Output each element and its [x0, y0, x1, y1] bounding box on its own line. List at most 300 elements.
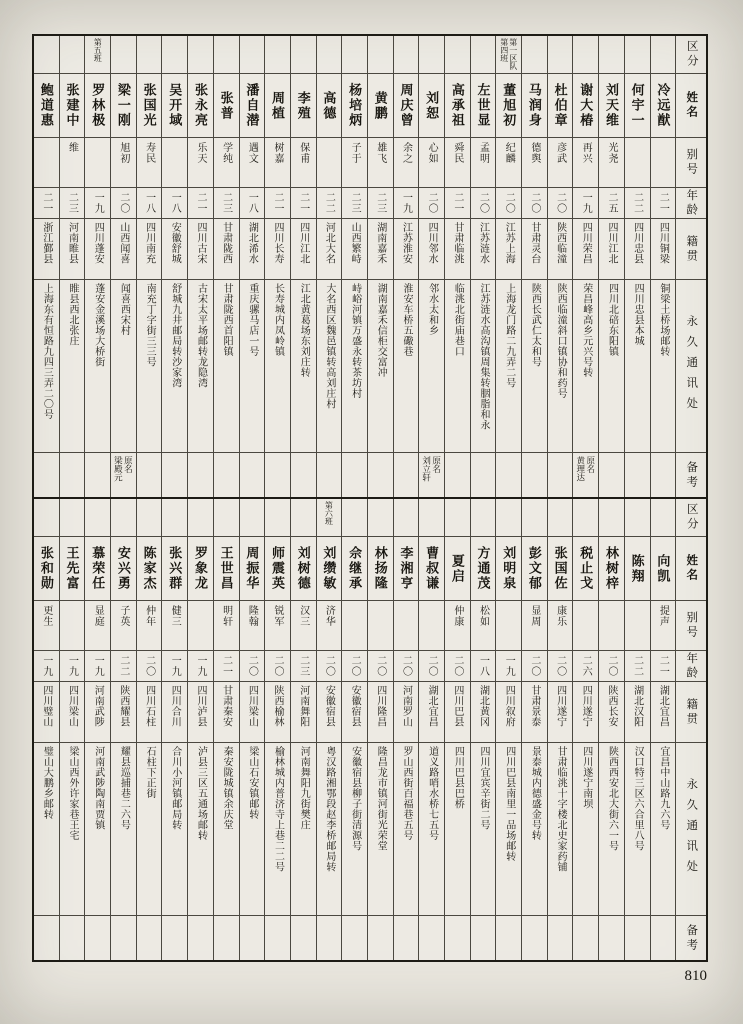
squad-label-cell [240, 36, 265, 74]
row-label-native-cell [676, 682, 706, 743]
person-column [137, 36, 163, 497]
person-name-cell [188, 537, 213, 601]
person-address: 淮安车桥五礮巷 [400, 283, 412, 357]
squad-label-cell [137, 499, 162, 537]
row-label-name-cell [676, 74, 706, 138]
person-native-cell [548, 219, 573, 280]
squad-label-cell [419, 36, 444, 74]
person-alias: 济华 [323, 605, 335, 627]
person-alias: 舜民 [451, 142, 463, 164]
person-alias-cell [342, 601, 367, 651]
person-native-cell [317, 682, 342, 743]
person-alias-cell [522, 601, 547, 651]
person-age-cell [496, 651, 521, 682]
person-alias: 雄飞 [374, 142, 386, 164]
person-address-cell [651, 280, 676, 453]
person-remark-cell [368, 916, 393, 960]
person-native: 湖北黄冈 [477, 685, 489, 727]
person-remark-cell [60, 916, 85, 960]
person-alias: 旭初 [117, 142, 129, 164]
person-address-cell [214, 743, 239, 916]
person-native: 湖北汉阳 [631, 685, 643, 727]
person-native: 湖北浠水 [246, 222, 258, 264]
person-alias: 汉三 [297, 605, 309, 627]
squad-label-cell [291, 499, 316, 537]
person-age: 一八 [169, 192, 181, 214]
person-name: 税止戈 [578, 546, 594, 591]
person-address: 古宋太平场邮转龙隐湾 [195, 283, 207, 388]
person-remark-cell [471, 916, 496, 960]
squad-label-cell [60, 36, 85, 74]
person-address: 铜梁土桥场邮转 [657, 283, 669, 357]
person-age: 二〇 [605, 655, 617, 677]
person-age-cell [291, 188, 316, 219]
person-name-cell [651, 74, 676, 138]
person-alias-cell [291, 138, 316, 188]
person-age-cell [522, 188, 547, 219]
person-name: 慕荣任 [90, 546, 106, 591]
person-age: 二二 [631, 192, 643, 214]
person-address: 河南舞阳九街樊庄 [298, 746, 310, 830]
person-remark-cell [265, 453, 290, 497]
person-address-cell [137, 743, 162, 916]
person-native-cell [651, 219, 676, 280]
person-name: 刘树德 [295, 546, 311, 591]
person-address: 甘肃陇西首阳镇 [221, 283, 233, 357]
person-name: 高德 [321, 90, 337, 121]
person-native: 陕西临潼 [554, 222, 566, 264]
person-alias: 光尧 [605, 142, 617, 164]
squad-label-cell [522, 499, 547, 537]
person-address-cell [368, 743, 393, 916]
person-address-cell [342, 743, 367, 916]
person-age: 二一 [40, 192, 52, 214]
person-remark-cell [60, 453, 85, 497]
person-name: 罗林极 [90, 83, 106, 128]
squad-label-cell [60, 499, 85, 537]
person-alias: 孟明 [477, 142, 489, 164]
person-column [522, 36, 548, 497]
person-age-cell [85, 651, 110, 682]
person-name-cell [599, 537, 624, 601]
person-remark-cell [188, 453, 213, 497]
person-address-cell [188, 280, 213, 453]
row-label-native: 籍贯 [685, 697, 698, 727]
person-age: 二六 [580, 655, 592, 677]
person-remark-cell [137, 916, 162, 960]
person-name: 左世显 [475, 83, 491, 128]
person-address: 峙峪河镇万盛永转茶坊村 [349, 283, 361, 399]
person-remark-cell [111, 453, 136, 497]
person-age-cell [471, 188, 496, 219]
person-name: 师震英 [270, 546, 286, 591]
person-age-cell [60, 651, 85, 682]
person-column [599, 499, 625, 960]
person-alias-cell [496, 138, 521, 188]
person-native-cell [291, 219, 316, 280]
person-column [111, 499, 137, 960]
person-remark-cell [317, 453, 342, 497]
person-native: 甘肃秦安 [220, 685, 232, 727]
person-address-cell [34, 743, 59, 916]
person-address-cell [548, 280, 573, 453]
squad-label-cell [162, 499, 187, 537]
person-name: 刘恕 [424, 90, 440, 121]
person-address: 邻水太和乡 [426, 283, 438, 336]
person-name-cell [317, 74, 342, 138]
person-alias: 保甫 [297, 142, 309, 164]
person-name-cell [573, 537, 598, 601]
row-label-native: 籍贯 [685, 234, 698, 264]
squad-label-cell [111, 499, 136, 537]
row-label-remark: 备考 [685, 923, 698, 953]
person-native-cell [471, 219, 496, 280]
person-address-cell [137, 280, 162, 453]
person-native: 江苏淮安 [400, 222, 412, 264]
person-age: 二〇 [554, 655, 566, 677]
person-native: 四川遂宁 [580, 685, 592, 727]
person-native: 四川璧山 [40, 685, 52, 727]
person-column [496, 499, 522, 960]
person-name: 刘天维 [603, 83, 619, 128]
person-native-cell [368, 682, 393, 743]
person-name: 刘缵敏 [321, 546, 337, 591]
person-age: 二〇 [117, 192, 129, 214]
row-label-section-cell [676, 36, 706, 74]
squad-label-cell [651, 36, 676, 74]
person-native: 山西繁峙 [349, 222, 361, 264]
person-alias: 学纯 [220, 142, 232, 164]
person-native-cell [419, 682, 444, 743]
person-native-cell [342, 219, 367, 280]
person-name-cell [137, 74, 162, 138]
person-remark-cell [162, 453, 187, 497]
person-name-cell [60, 74, 85, 138]
person-address: 舒城九井邮局转沙家湾 [169, 283, 181, 388]
person-address-cell [60, 280, 85, 453]
person-name-cell [85, 74, 110, 138]
person-age: 一九 [194, 655, 206, 677]
person-column [265, 499, 291, 960]
person-address-cell [522, 743, 547, 916]
person-name-cell [419, 537, 444, 601]
squad-label-cell [419, 499, 444, 537]
person-address-cell [573, 743, 598, 916]
person-age-cell [573, 651, 598, 682]
person-name: 向凯 [655, 553, 671, 584]
squad-label-cell [317, 499, 342, 537]
person-address: 闻喜西宋村 [118, 283, 130, 336]
person-age-cell [342, 188, 367, 219]
person-alias-cell [522, 138, 547, 188]
squad-label-cell [188, 36, 213, 74]
person-native: 四川石柱 [143, 685, 155, 727]
person-remark: 原名 黄理达 [575, 456, 596, 482]
squad-label-cell [548, 36, 573, 74]
person-column [60, 499, 86, 960]
person-name-cell [111, 537, 136, 601]
person-alias: 子于 [349, 142, 361, 164]
person-column [651, 499, 677, 960]
person-address-cell [265, 743, 290, 916]
person-age: 二〇 [528, 655, 540, 677]
person-alias-cell [445, 138, 470, 188]
person-age-cell [188, 651, 213, 682]
person-age-cell [111, 651, 136, 682]
person-age: 二〇 [451, 655, 463, 677]
person-name-cell [548, 74, 573, 138]
person-native: 四川江北 [297, 222, 309, 264]
person-remark-cell [265, 916, 290, 960]
squad-label-cell [34, 36, 59, 74]
person-name: 周振华 [244, 546, 260, 591]
person-address-cell [85, 280, 110, 453]
person-alias-cell [599, 138, 624, 188]
person-age: 二〇 [323, 655, 335, 677]
person-age-cell [651, 188, 676, 219]
person-native: 浙江鄞县 [40, 222, 52, 264]
person-age: 二五 [605, 192, 617, 214]
person-name-cell [265, 537, 290, 601]
person-address: 甘肃临洮十字楼北史家药铺 [555, 746, 567, 872]
table-half-bottom [34, 499, 706, 960]
squad-label-cell [599, 36, 624, 74]
squad-label-cell [496, 499, 521, 537]
person-name: 黄鹏 [372, 90, 388, 121]
person-address: 秦安陇城镇余庆堂 [221, 746, 233, 830]
person-remark-cell [625, 916, 650, 960]
person-remark-cell [573, 453, 598, 497]
person-age: 二三 [349, 192, 361, 214]
person-address: 南充丁字街三三号 [144, 283, 156, 367]
person-address-cell [522, 280, 547, 453]
person-remark-cell [625, 453, 650, 497]
person-alias-cell [60, 138, 85, 188]
person-age: 一九 [503, 655, 515, 677]
person-alias: 维 [66, 142, 78, 153]
person-age-cell [162, 188, 187, 219]
person-native-cell [137, 682, 162, 743]
squad-label-cell [548, 499, 573, 537]
person-remark-cell [291, 453, 316, 497]
row-label-section: 区分 [685, 503, 698, 532]
person-address-cell [34, 280, 59, 453]
person-alias-cell [111, 601, 136, 651]
person-column [111, 36, 137, 497]
person-native-cell [445, 682, 470, 743]
person-age: 二〇 [272, 655, 284, 677]
person-address: 重庆骡马店一号 [246, 283, 258, 357]
person-alias-cell [291, 601, 316, 651]
squad-label-cell [265, 499, 290, 537]
person-name: 杜伯章 [552, 83, 568, 128]
person-native: 湖北宜昌 [426, 685, 438, 727]
person-column [471, 499, 497, 960]
person-alias-cell [496, 601, 521, 651]
person-column [85, 36, 111, 497]
person-column [291, 36, 317, 497]
person-remark-cell [573, 916, 598, 960]
person-native-cell [85, 682, 110, 743]
person-name-cell [522, 537, 547, 601]
person-column [599, 36, 625, 497]
person-column [548, 499, 574, 960]
person-name-cell [342, 537, 367, 601]
squad-label-cell [573, 499, 598, 537]
person-alias-cell [419, 601, 444, 651]
person-column [394, 36, 420, 497]
person-column [188, 36, 214, 497]
person-name-cell [162, 74, 187, 138]
person-column [342, 499, 368, 960]
person-native-cell [496, 682, 521, 743]
person-native-cell [240, 219, 265, 280]
person-alias-cell [651, 601, 676, 651]
person-native-cell [522, 682, 547, 743]
squad-label-cell [625, 36, 650, 74]
person-name-cell [214, 537, 239, 601]
row-label-section-cell [676, 499, 706, 537]
person-age: 二一 [220, 655, 232, 677]
squad-label-cell [445, 36, 470, 74]
person-alias-cell [85, 138, 110, 188]
person-native: 四川荣昌 [580, 222, 592, 264]
person-native: 湖南嘉禾 [374, 222, 386, 264]
squad-label-cell [522, 36, 547, 74]
person-name: 吴开域 [167, 83, 183, 128]
person-age-cell [214, 188, 239, 219]
person-age: 二〇 [400, 655, 412, 677]
person-native: 陕西榆林 [272, 685, 284, 727]
person-column [240, 499, 266, 960]
person-native-cell [162, 682, 187, 743]
person-address-cell [240, 743, 265, 916]
person-native-cell [265, 682, 290, 743]
person-name: 佘继承 [347, 546, 363, 591]
person-age-cell [394, 188, 419, 219]
squad-label-cell [162, 36, 187, 74]
person-native: 四川泸县 [194, 685, 206, 727]
person-name: 陈翔 [629, 553, 645, 584]
person-native-cell [599, 219, 624, 280]
person-age-cell [573, 188, 598, 219]
row-label-name: 姓名 [685, 91, 698, 120]
table-half-top [34, 36, 706, 499]
person-native: 四川合川 [169, 685, 181, 727]
person-alias: 明轩 [220, 605, 232, 627]
person-name-cell [651, 537, 676, 601]
person-native-cell [317, 219, 342, 280]
person-address-cell [291, 743, 316, 916]
person-alias: 隆翰 [246, 605, 258, 627]
person-name-cell [471, 537, 496, 601]
person-alias-cell [342, 138, 367, 188]
person-alias-cell [651, 138, 676, 188]
person-native-cell [265, 219, 290, 280]
person-name: 林扬隆 [372, 546, 388, 591]
person-name-cell [291, 537, 316, 601]
person-remark-cell [445, 453, 470, 497]
person-address: 江北黄葛场东刘庄转 [298, 283, 310, 378]
person-age-cell [162, 651, 187, 682]
person-remark-cell [496, 453, 521, 497]
person-age-cell [548, 188, 573, 219]
person-address-cell [111, 743, 136, 916]
person-age: 二〇 [143, 655, 155, 677]
person-age: 一九 [92, 655, 104, 677]
person-address-cell [214, 280, 239, 453]
squad-label-cell [625, 499, 650, 537]
person-native: 四川巴县 [451, 685, 463, 727]
person-age: 二三 [220, 192, 232, 214]
person-address: 四川遂宁南坝 [580, 746, 592, 809]
person-name-cell [471, 74, 496, 138]
person-age: 二三 [374, 192, 386, 214]
person-name: 方通茂 [475, 546, 491, 591]
person-column [34, 36, 60, 497]
person-remark-cell [162, 916, 187, 960]
person-native: 四川长寿 [272, 222, 284, 264]
row-label-age: 年龄 [685, 651, 698, 681]
person-address: 梁山西外许家巷王宅 [67, 746, 79, 841]
person-alias-cell [599, 601, 624, 651]
person-alias-cell [394, 601, 419, 651]
squad-label: 第六班 [324, 501, 334, 525]
person-address: 汉口特三区六合里八号 [632, 746, 644, 851]
person-remark-cell [214, 916, 239, 960]
person-address: 安徽宿县柳子街清源号 [349, 746, 361, 851]
person-address-cell [419, 280, 444, 453]
person-address: 合川小河镇邮局转 [169, 746, 181, 830]
person-column [625, 36, 651, 497]
person-column [419, 36, 445, 497]
squad-label: 第五班 [93, 38, 103, 62]
person-native: 陕西长安 [605, 685, 617, 727]
person-remark-cell [240, 453, 265, 497]
person-column [573, 499, 599, 960]
squad-label-cell [471, 36, 496, 74]
person-address-cell [368, 280, 393, 453]
person-column [368, 499, 394, 960]
person-alias: 显周 [528, 605, 540, 627]
person-name-cell [496, 74, 521, 138]
person-native: 安徽宿县 [323, 685, 335, 727]
person-native-cell [111, 219, 136, 280]
person-name-cell [445, 537, 470, 601]
person-column [317, 499, 343, 960]
person-address-cell [162, 743, 187, 916]
person-native-cell [573, 219, 598, 280]
person-age-cell [599, 188, 624, 219]
person-native-cell [625, 682, 650, 743]
row-label-age-cell [676, 651, 706, 682]
person-age-cell [342, 651, 367, 682]
person-name-cell [162, 537, 187, 601]
squad-label-cell [342, 36, 367, 74]
person-remark-cell [85, 453, 110, 497]
squad-label: 第一区队 第四班 [499, 38, 518, 70]
person-address-cell [394, 743, 419, 916]
person-remark-cell [85, 916, 110, 960]
person-name-cell [240, 74, 265, 138]
person-remark-cell [599, 453, 624, 497]
person-column [419, 499, 445, 960]
row-label-alias: 别号 [685, 611, 698, 640]
person-age-cell [496, 188, 521, 219]
squad-label-cell [317, 36, 342, 74]
person-age: 二〇 [426, 655, 438, 677]
row-label-address: 永久通讯处 [685, 777, 698, 881]
